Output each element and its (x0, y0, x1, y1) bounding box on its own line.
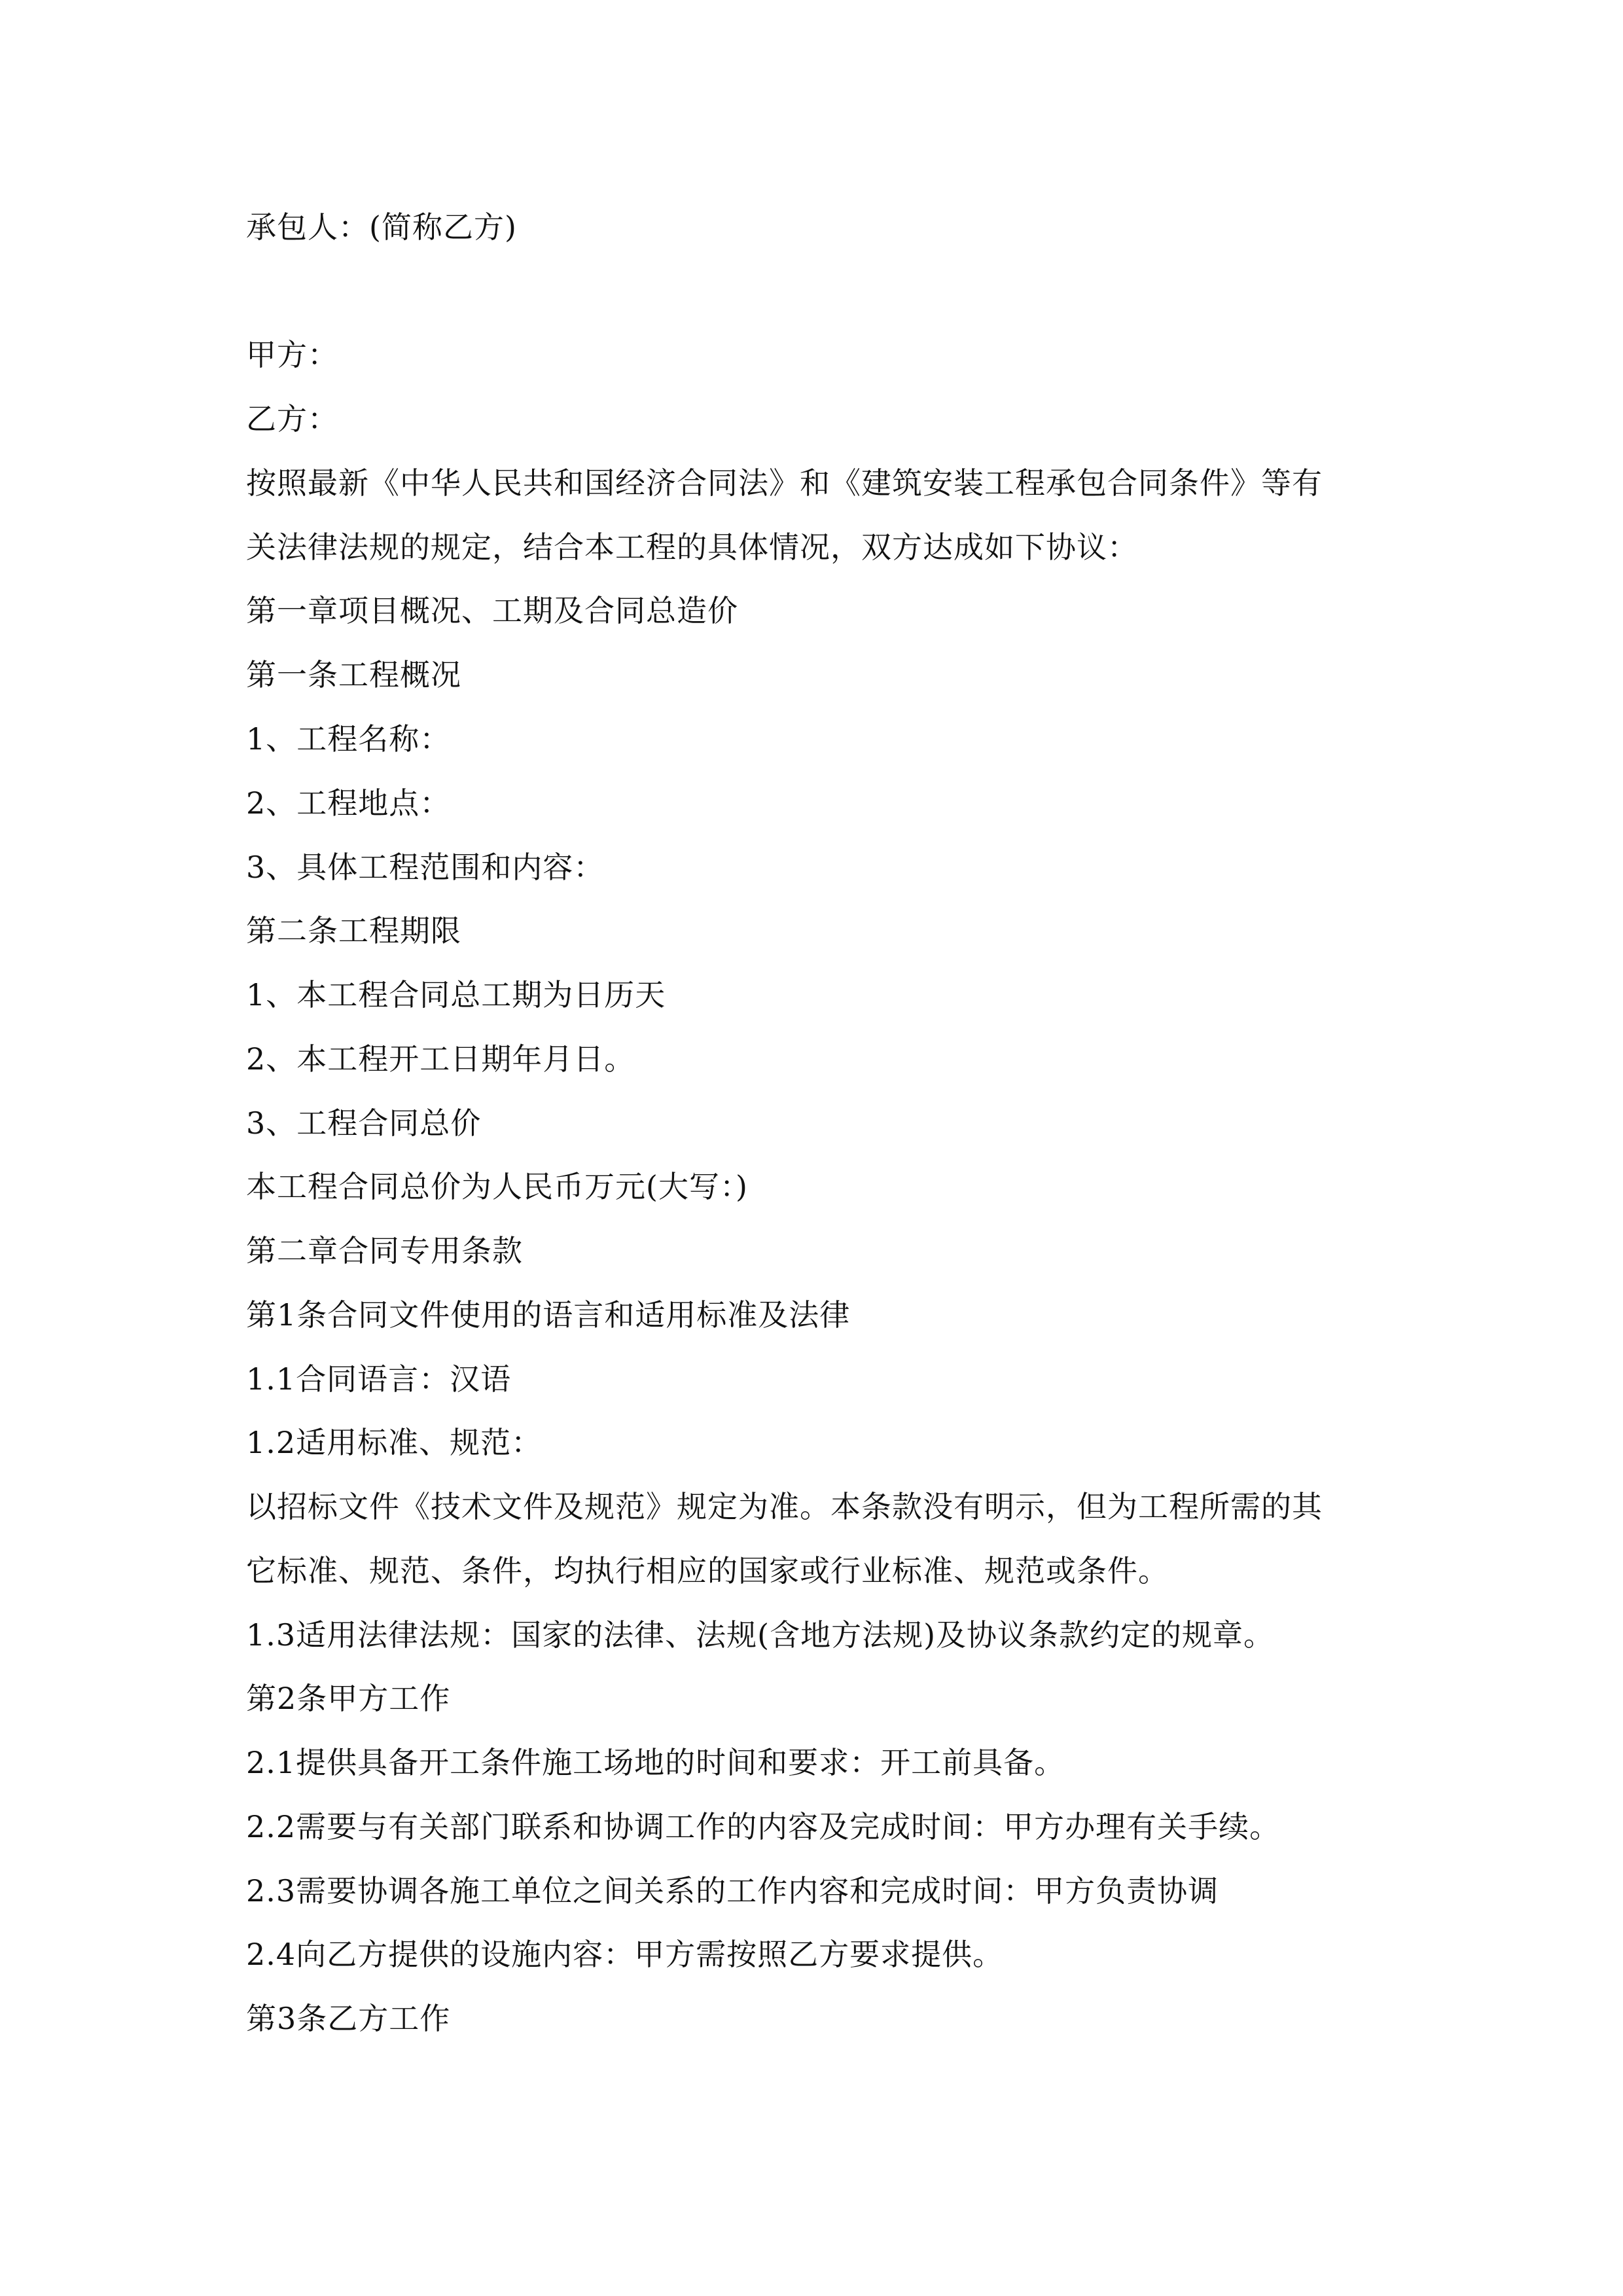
chapter-1-heading: 第一章项目概况、工期及合同总造价 (246, 593, 738, 628)
clause-1-2-text-2: 它标准、规范、条件，均执行相应的国家或行业标准、规范或条件。 (246, 1553, 1169, 1588)
article-1-heading: 第一条工程概况 (246, 657, 461, 692)
clause-2-heading: 第2条甲方工作 (246, 1681, 451, 1716)
clause-1-3: 1.3适用法律法规：国家的法律、法规(含地方法规)及协议条款约定的规章。 (246, 1617, 1275, 1653)
party-a-line: 甲方： (246, 337, 338, 372)
project-scope-line: 3、具体工程范围和内容： (246, 850, 605, 885)
project-location-line: 2、工程地点： (246, 785, 451, 821)
clause-1-2-text-1: 以招标文件《技术文件及规范》规定为准。本条款没有明示，但为工程所需的其 (246, 1489, 1323, 1524)
preamble-line-1: 按照最新《中华人民共和国经济合同法》和《建筑安装工程承包合同条件》等有 (246, 465, 1323, 501)
party-b-line: 乙方： (246, 401, 338, 437)
duration-line: 1、本工程合同总工期为日历天 (246, 977, 666, 1013)
clause-1-1: 1.1合同语言：汉语 (246, 1361, 512, 1397)
article-2-heading: 第二条工程期限 (246, 913, 461, 948)
clause-2-1: 2.1提供具备开工条件施工场地的时间和要求：开工前具备。 (246, 1745, 1065, 1780)
clause-2-4: 2.4向乙方提供的设施内容：甲方需按照乙方要求提供。 (246, 1937, 1004, 1972)
clause-1-heading: 第1条合同文件使用的语言和适用标准及法律 (246, 1297, 851, 1333)
clause-1-2: 1.2适用标准、规范： (246, 1425, 543, 1460)
contractor-line: 承包人：(简称乙方) (246, 209, 517, 245)
total-price-heading: 3、工程合同总价 (246, 1105, 482, 1141)
start-date-line: 2、本工程开工日期年月日。 (246, 1041, 635, 1077)
preamble-line-2: 关法律法规的规定，结合本工程的具体情况，双方达成如下协议： (246, 529, 1138, 565)
clause-2-2: 2.2需要与有关部门联系和协调工作的内容及完成时间：甲方办理有关手续。 (246, 1809, 1281, 1844)
clause-2-3: 2.3需要协调各施工单位之间关系的工作内容和完成时间：甲方负责协调 (246, 1873, 1219, 1909)
chapter-2-heading: 第二章合同专用条款 (246, 1233, 523, 1268)
project-name-line: 1、工程名称： (246, 721, 451, 757)
total-price-line: 本工程合同总价为人民币万元(大写：) (246, 1169, 748, 1204)
clause-3-heading: 第3条乙方工作 (246, 2001, 451, 2036)
